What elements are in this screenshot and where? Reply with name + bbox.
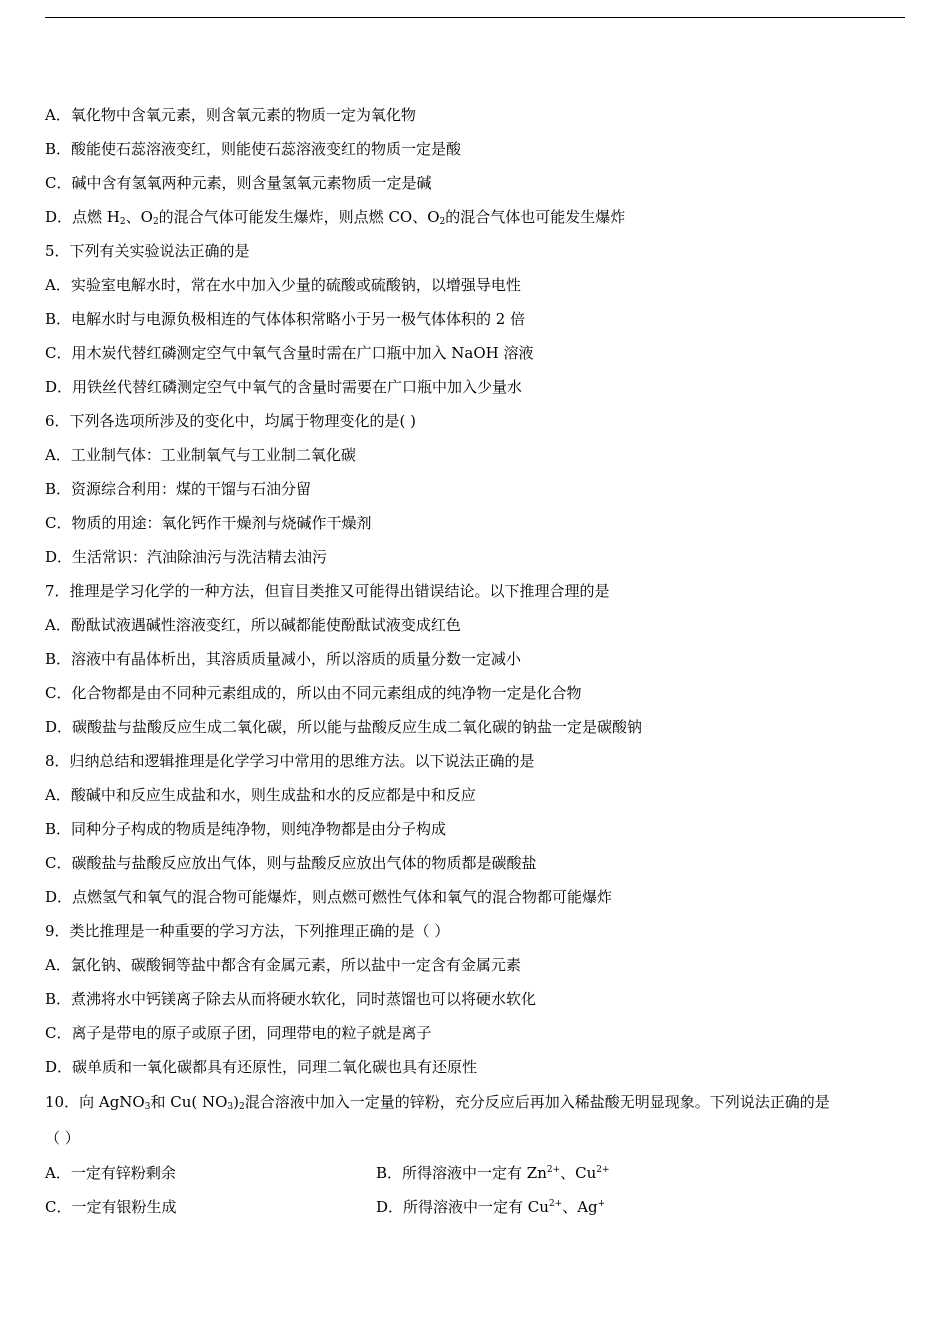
- q10-options-row-2: [45, 1190, 905, 1224]
- q7-stem: 7．推理是学习化学的一种方法，但盲目类推又可能得出错误结论。以下推理合理的是: [45, 582, 610, 600]
- q6-option-b: B．资源综合利用：煤的干馏与石油分留: [45, 480, 312, 498]
- q4-option-d: D．点燃 $H_2$、$O_2$的混合气体可能发生爆炸，则点燃 CO、$O_2$的混合气体也可能发生爆炸: [45, 208, 626, 227]
- q6-option-d: D．生活常识：汽油除油污与洗洁精去油污: [45, 548, 328, 566]
- q9-stem: 9．类比推理是一种重要的学习方法，下列推理正确的是（ ）: [45, 922, 450, 940]
- q6-stem: 6．下列各选项所涉及的变化中，均属于物理变化的是( ): [45, 412, 417, 430]
- q7-option-a: A．酚酞试液遇碱性溶液变红，所以碱都能使酚酞试液变成红色: [45, 616, 461, 634]
- exam-page-content: [45, 98, 905, 1224]
- q8-option-a: A．酸碱中和反应生成盐和水，则生成盐和水的反应都是中和反应: [45, 786, 476, 804]
- q5-option-c: C．用木炭代替红磷测定空气中氧气含量时需在广口瓶中加入 NaOH 溶液: [45, 344, 534, 362]
- q5-option-b: B．电解水时与电源负极相连的气体体积常略小于另一极气体体积的 2 倍: [45, 310, 526, 328]
- q10-option-b: B．所得溶液中一定有 $Zn^{2+}$、$Cu^{2+}$: [376, 1164, 610, 1182]
- q10-stem: 10．向 AgNO$_3$和 Cu( $NO_3)_2$混合溶液中加入一定量的锌粉，充分反应后再加入稀盐酸无明显现象。下列说法正确的是 （ ）: [45, 1093, 830, 1147]
- q8-stem: 8．归纳总结和逻辑推理是化学学习中常用的思维方法。以下说法正确的是: [45, 752, 535, 770]
- q10-options-row-1: [45, 1156, 905, 1190]
- q10-option-d: D．所得溶液中一定有 $Cu^{2+}$、Ag+: [376, 1198, 606, 1216]
- q10-option-c: C．一定有银粉生成: [45, 1198, 177, 1216]
- q6-option-c: C．物质的用途：氧化钙作干燥剂与烧碱作干燥剂: [45, 514, 372, 532]
- q10-option-a: A．一定有锌粉剩余: [45, 1164, 176, 1182]
- q7-option-b: B．溶液中有晶体析出，其溶质质量减小，所以溶质的质量分数一定减小: [45, 650, 522, 668]
- q5-option-d: D．用铁丝代替红磷测定空气中氧气的含量时需要在广口瓶中加入少量水: [45, 378, 523, 396]
- q5-stem: 5．下列有关实验说法正确的是: [45, 242, 250, 260]
- q7-option-c: C．化合物都是由不同种元素组成的，所以由不同元素组成的纯净物一定是化合物: [45, 684, 582, 702]
- q7-option-d: D．碳酸盐与盐酸反应生成二氧化碳，所以能与盐酸反应生成二氧化碳的钠盐一定是碳酸钠: [45, 718, 643, 736]
- q9-option-c: C．离子是带电的原子或原子团，同理带电的粒子就是离子: [45, 1024, 432, 1042]
- q6-option-a: A．工业制气体：工业制氧气与工业制二氧化碳: [45, 446, 356, 464]
- q8-option-c: C．碳酸盐与盐酸反应放出气体，则与盐酸反应放出气体的物质都是碳酸盐: [45, 854, 537, 872]
- q4-option-c: C．碱中含有氢氧两种元素，则含量氢氧元素物质一定是碱: [45, 174, 432, 192]
- q9-option-d: D．碳单质和一氧化碳都具有还原性，同理二氧化碳也具有还原性: [45, 1058, 478, 1076]
- header-rule: [45, 17, 905, 18]
- q4-option-a: A．氧化物中含氧元素，则含氧元素的物质一定为氧化物: [45, 106, 416, 124]
- q10-answer-bracket: （ ）: [45, 1129, 80, 1147]
- q8-option-b: B．同种分子构成的物质是纯净物，则纯净物都是由分子构成: [45, 820, 447, 838]
- q9-option-a: A．氯化钠、碳酸铜等盐中都含有金属元素，所以盐中一定含有金属元素: [45, 956, 521, 974]
- q5-option-a: A．实验室电解水时，常在水中加入少量的硫酸或硫酸钠，以增强导电性: [45, 276, 521, 294]
- q4-option-b: B．酸能使石蕊溶液变红，则能使石蕊溶液变红的物质一定是酸: [45, 140, 462, 158]
- q8-option-d: D．点燃氢气和氧气的混合物可能爆炸，则点燃可燃性气体和氧气的混合物都可能爆炸: [45, 888, 613, 906]
- q9-option-b: B．煮沸将水中钙镁离子除去从而将硬水软化，同时蒸馏也可以将硬水软化: [45, 990, 537, 1008]
